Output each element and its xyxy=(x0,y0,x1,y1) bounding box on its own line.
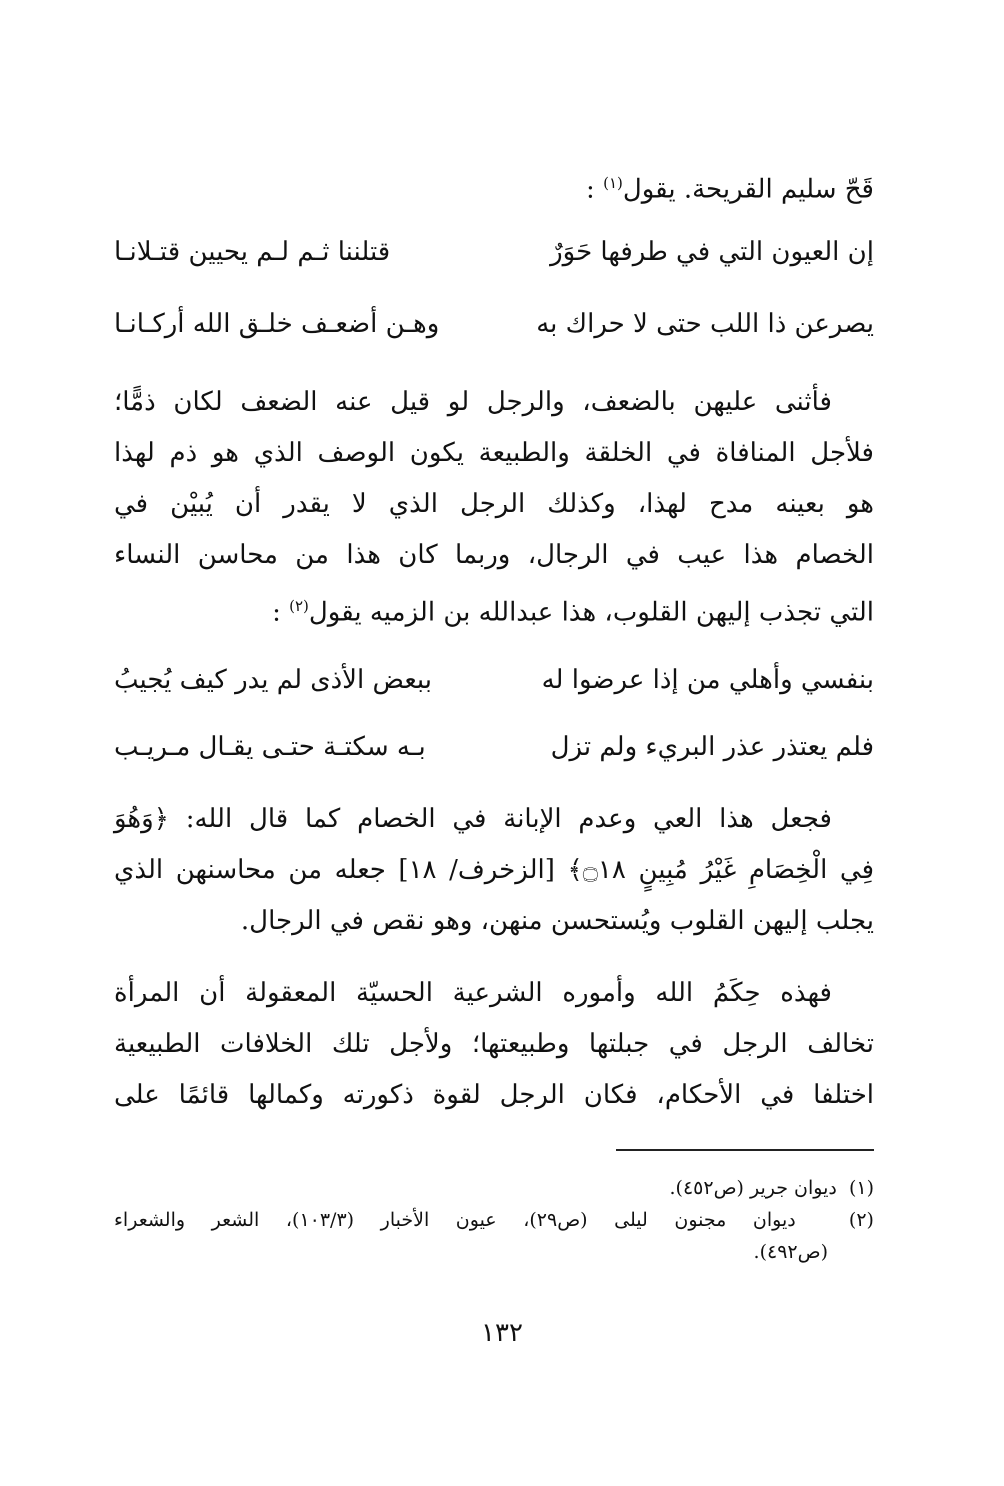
hemistich-first: فلم يعتذر عذر البريء ولم تزل xyxy=(550,732,874,762)
hemistich-second: ببعض الأذى لم يدر كيف يُجيبُ xyxy=(114,665,432,695)
paragraph-line: تخالف الرجل في جبلتها وطبيعتها؛ ولأجل تلك الخلافات الطبيعية xyxy=(114,1029,874,1059)
footnote-text: ديوان مجنون ليلى (ص٢٩)، عيون الأخبار (١٠٣/٣)، الشعر والشعراء xyxy=(114,1209,796,1231)
footnote-number: (٢) xyxy=(848,1209,874,1231)
hemistich-second: قتلننا ثـم لـم يحيين قتـلانـا xyxy=(114,237,391,267)
footnote-1 xyxy=(114,1172,874,1204)
footnote-ref-1: (١) xyxy=(603,174,623,192)
paragraph-2 xyxy=(114,794,874,947)
hemistich-first: إن العيون التي في طرفها حَوَرٌ xyxy=(550,237,874,267)
intro-colon: : xyxy=(586,174,595,205)
footnote-separator xyxy=(616,1149,874,1151)
footnote-2-continuation: (ص٤٩٢). xyxy=(753,1241,828,1263)
paragraph-line: فجعل هذا العي وعدم الإبانة في الخصام كما قال الله: ﴿وَهُوَ xyxy=(114,804,832,834)
hemistich-first: يصرعن ذا اللب حتى لا حراك به xyxy=(536,309,874,339)
footnote-2 xyxy=(114,1204,874,1236)
intro-text: قَحّ سليم القريحة. يقول xyxy=(622,174,874,205)
paragraph-line: الخصام هذا عيب في الرجال، وربما كان هذا من محاسن النساء xyxy=(114,540,874,570)
paragraph-1 xyxy=(114,377,874,639)
page-number: ١٣٢ xyxy=(481,1318,523,1348)
hemistich-first: بنفسي وأهلي من إذا عرضوا له xyxy=(541,665,874,695)
paragraph-last-text: التي تجذب إليهن القلوب، هذا عبدالله بن الزميه يقول xyxy=(308,597,874,628)
paragraph-line: يجلب إليهن القلوب ويُستحسن منهن، وهو نقص في الرجال. xyxy=(240,906,874,936)
paragraph-line: هو بعينه مدح لهذا، وكذلك الرجل الذي لا يقدر أن يُبيْن في xyxy=(114,489,875,519)
paragraph-3 xyxy=(114,968,874,1121)
paragraph-line: اختلفا في الأحكام، فكان الرجل لقوة ذكورته وكمالها قائمًا على xyxy=(114,1080,874,1110)
footnote-text: ديوان جرير (ص٤٥٢). xyxy=(669,1177,837,1199)
footnotes xyxy=(114,1172,874,1268)
intro-line xyxy=(114,158,874,216)
paragraph-colon: : xyxy=(272,597,281,628)
paragraph-line: فهذه حِكَمُ الله وأموره الشرعية الحسيّة المعقولة أن المرأة xyxy=(114,978,832,1008)
hemistich-second: بـه سكتـة حتـى يقـال مـريـب xyxy=(114,732,426,762)
hemistich-second: وهـن أضعـف خلـق الله أركـانـا xyxy=(114,309,440,339)
paragraph-line-last xyxy=(114,581,874,639)
paragraph-line: فلأجل المنافاة في الخلقة والطبيعة يكون الوصف الذي هو ذم لهذا xyxy=(114,438,874,468)
footnote-number: (١) xyxy=(848,1177,874,1199)
footnote-ref-2: (٢) xyxy=(289,597,309,615)
paragraph-line: فأثنى عليهن بالضعف، والرجل لو قيل عنه الضعف لكان ذمًّا؛ xyxy=(114,387,832,417)
paragraph-line: فِي الْخِصَامِ غَيْرُ مُبِينٍ ۝١٨﴾ [الزخرف/ ١٨] جعله من محاسنهن الذي xyxy=(114,855,875,885)
